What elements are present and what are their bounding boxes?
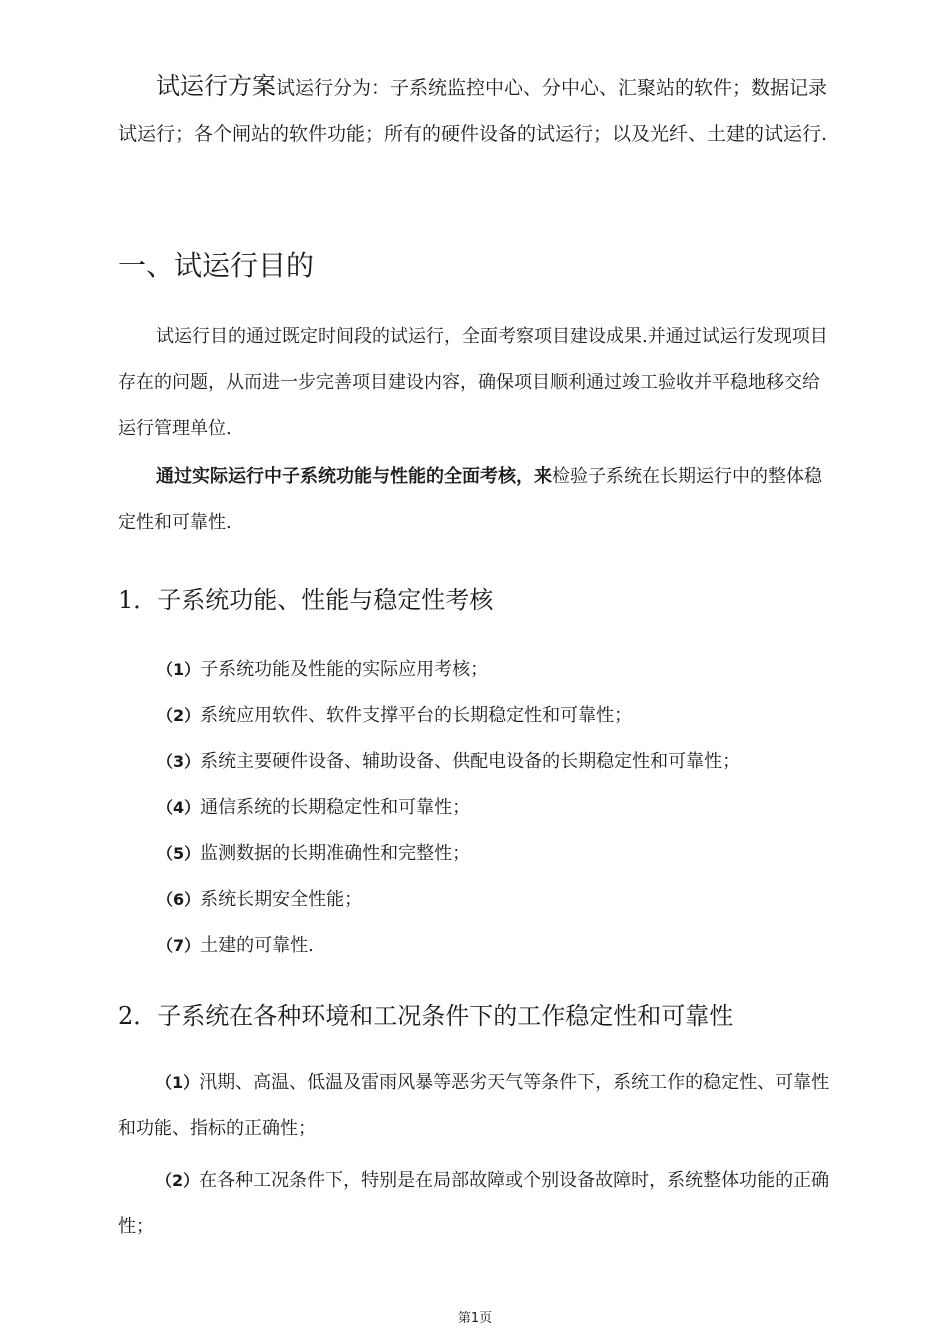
item-text: 系统长期安全性能； <box>200 889 363 910</box>
sub1-list <box>157 647 740 969</box>
item-text: 土建的可靠性. <box>200 935 314 956</box>
item-text: 汛期、高温、低温及雷雨风暴等恶劣天气等条件下，系统工作的稳定性、可靠性和功能、指标的正确性； <box>118 1072 830 1139</box>
item-text: 通信系统的长期稳定性和可靠性； <box>200 797 471 818</box>
list-item <box>157 693 740 739</box>
sub2-title: 2．子系统在各种环境和工况条件下的工作稳定性和可靠性 <box>118 1002 734 1030</box>
list-item <box>157 785 740 831</box>
list-item <box>157 647 740 693</box>
intro-text: 试运行分为：子系统监控中心、分中心、汇聚站的软件；数据记录试运行；各个闸站的软件功能；所有的硬件设备的试运行；以及光纤、土建的试运行. <box>118 77 828 145</box>
item-text: 在各种工况条件下，特别是在局部故障或个别设备故障时，系统整体功能的正确性； <box>118 1170 830 1237</box>
section1-paragraph1: 试运行目的通过既定时间段的试运行，全面考察项目建设成果.并通过试运行发现项目存在的问题，从而进一步完善项目建设内容，确保项目顺利通过竣工验收并平稳地移交给运行管理单位. <box>118 326 828 439</box>
item-number: （7） <box>157 936 201 955</box>
sub2-item-2 <box>118 1158 830 1250</box>
item-text: 子系统功能及性能的实际应用考核； <box>200 659 489 680</box>
item-text: 监测数据的长期准确性和完整性； <box>200 843 471 864</box>
item-number: （1） <box>157 660 201 679</box>
item-number: （6） <box>157 890 201 909</box>
item-number: （1） <box>156 1073 200 1092</box>
section1-paragraph2-rest: 检验子系统在长期运行中的整体稳定性和可靠性. <box>118 466 822 533</box>
list-item <box>157 831 740 877</box>
section1-paragraph2 <box>118 454 830 546</box>
list-item <box>157 877 740 923</box>
sub2-item-1 <box>118 1060 830 1152</box>
item-number: （2） <box>156 1171 200 1190</box>
page-number: 第1页 <box>457 1311 493 1326</box>
item-text: 系统主要硬件设备、辅助设备、供配电设备的长期稳定性和可靠性； <box>200 751 741 772</box>
item-number: （3） <box>157 752 201 771</box>
sub1-title: 1．子系统功能、性能与稳定性考核 <box>118 586 494 614</box>
section1-title: 一、试运行目的 <box>118 249 315 282</box>
intro-paragraph <box>118 63 830 157</box>
item-number: （2） <box>157 706 201 725</box>
list-item <box>157 923 740 969</box>
intro-lead: 试运行方案 <box>156 72 276 100</box>
item-number: （5） <box>157 844 201 863</box>
section1-paragraph2-bold: 通过实际运行中子系统功能与性能的全面考核，来 <box>156 466 552 487</box>
item-number: （4） <box>157 798 201 817</box>
item-text: 系统应用软件、软件支撑平台的长期稳定性和可靠性； <box>200 705 633 726</box>
list-item <box>157 739 740 785</box>
